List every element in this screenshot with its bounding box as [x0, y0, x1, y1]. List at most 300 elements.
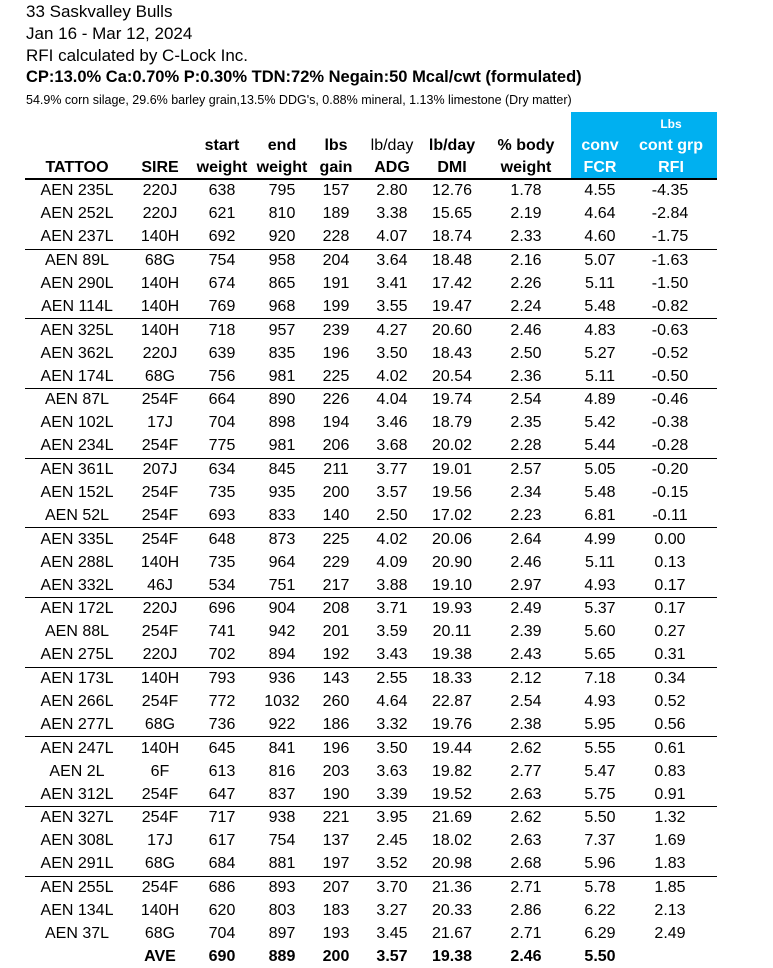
header-body: % body	[497, 137, 555, 154]
ave-start-weight: 690	[208, 947, 236, 965]
cell-pct-body-weight: 2.49	[481, 598, 571, 621]
cell-lbs-gain: 197	[322, 855, 350, 873]
cell-adg: 3.38	[376, 205, 408, 223]
cell-sire: 68G	[129, 249, 191, 272]
header-adg: ADG	[361, 156, 423, 179]
cell-end-weight: 936	[253, 667, 311, 690]
cell-dmi: 20.33	[431, 902, 473, 920]
cell-start-weight: 756	[208, 367, 236, 385]
cell-dmi: 20.02	[431, 437, 473, 455]
cell-adg: 2.45	[376, 832, 408, 850]
cell-end-weight: 754	[268, 832, 296, 850]
cell-lbs-gain: 137	[322, 832, 350, 850]
cell-end-weight: 935	[268, 484, 296, 502]
rfi-results-table	[25, 112, 717, 968]
table-row	[25, 713, 717, 736]
cell-adg: 3.32	[376, 715, 408, 733]
cell-fcr: 5.60	[584, 623, 616, 641]
cell-pct-body-weight: 2.16	[481, 249, 571, 272]
cell-tattoo: AEN 335L	[25, 528, 129, 551]
cell-dmi: 22.87	[431, 693, 473, 711]
cell-sire: 46J	[147, 576, 173, 594]
cell-lbs-gain: 239	[311, 319, 361, 342]
cell-pct-body-weight: 2.23	[510, 506, 542, 524]
cell-pct-body-weight: 2.54	[481, 389, 571, 412]
header-row-3	[25, 156, 717, 179]
cell-start-weight: 674	[208, 275, 236, 292]
cell-sire: 68G	[144, 367, 176, 385]
cell-start-weight: 634	[191, 458, 253, 481]
cell-adg: 3.55	[376, 297, 408, 315]
cell-start-weight: 718	[191, 319, 253, 342]
cell-sire: 220J	[142, 344, 178, 362]
cell-tattoo: AEN 266L	[40, 693, 114, 711]
cell-lbs-gain: 207	[311, 876, 361, 899]
cell-end-weight: 894	[268, 646, 296, 664]
cell-rfi: -0.20	[629, 458, 717, 481]
cell-tattoo: AEN 255L	[25, 876, 129, 899]
header-start-weight: weight	[191, 156, 253, 179]
table-row	[25, 319, 717, 342]
cell-sire: 68G	[144, 924, 176, 942]
cell-pct-body-weight: 2.68	[510, 855, 542, 873]
cell-sire: 140H	[140, 228, 180, 246]
cell-start-weight: 684	[208, 855, 236, 873]
cell-rfi: 0.13	[654, 553, 686, 571]
header-gain: gain	[311, 156, 361, 179]
cell-start-weight: 692	[208, 228, 236, 246]
cell-lbs-gain: 143	[311, 667, 361, 690]
header-row-2	[25, 134, 717, 156]
table-row	[25, 598, 717, 621]
cell-tattoo: AEN 52L	[44, 506, 110, 524]
cell-dmi: 19.52	[431, 785, 473, 803]
ave-rfi	[629, 945, 717, 968]
table-row	[25, 574, 717, 597]
cell-sire: 254F	[141, 437, 179, 455]
cell-adg: 3.95	[361, 807, 423, 830]
cell-lbs-gain: 217	[322, 576, 350, 594]
header-lbs-unit: Lbs	[629, 112, 717, 134]
cell-start-weight: 772	[208, 693, 236, 711]
cell-end-weight: 751	[268, 576, 296, 594]
table-row	[25, 342, 717, 365]
cell-sire: 140H	[140, 902, 180, 920]
table-row	[25, 528, 717, 551]
cell-end-weight: 890	[253, 389, 311, 412]
cell-sire: 254F	[129, 807, 191, 830]
table-row	[25, 783, 717, 806]
cell-rfi: 0.83	[654, 762, 686, 780]
cell-fcr: 5.75	[584, 785, 616, 803]
header-end-weight: weight	[253, 156, 311, 179]
header-row-1	[25, 112, 717, 134]
cell-adg: 3.43	[376, 646, 408, 664]
cell-start-weight: 735	[208, 484, 236, 502]
cell-lbs-gain: 189	[322, 205, 350, 223]
cell-dmi: 20.11	[432, 623, 472, 641]
cell-start-weight: 647	[208, 785, 236, 803]
cell-rfi: -1.75	[651, 228, 689, 246]
cell-fcr: 5.78	[571, 876, 629, 899]
table-row	[25, 807, 717, 830]
cell-pct-body-weight: 2.97	[510, 576, 542, 594]
table-row	[25, 389, 717, 412]
cell-tattoo: AEN 234L	[40, 437, 114, 455]
cell-dmi: 19.93	[423, 598, 481, 621]
cell-dmi: 17.02	[431, 506, 473, 524]
cell-pct-body-weight: 2.12	[481, 667, 571, 690]
ave-sire: AVE	[144, 947, 176, 965]
cell-fcr: 4.60	[584, 228, 616, 246]
header-body-weight: weight	[481, 156, 571, 179]
cell-rfi: 2.49	[654, 924, 686, 942]
cell-end-weight: 957	[253, 319, 311, 342]
cell-dmi: 12.76	[431, 182, 473, 200]
cell-tattoo: AEN 277L	[40, 715, 114, 733]
cell-lbs-gain: 196	[322, 344, 350, 362]
cell-end-weight: 810	[268, 205, 296, 223]
ave-tattoo	[25, 945, 129, 968]
cell-pct-body-weight: 2.62	[481, 807, 571, 830]
cell-tattoo: AEN 325L	[25, 319, 129, 342]
header-tattoo: TATTOO	[25, 156, 129, 179]
cell-adg: 3.50	[376, 344, 408, 362]
cell-lbs-gain: 183	[322, 902, 350, 920]
cell-tattoo: AEN 247L	[25, 737, 129, 760]
cell-end-weight: 938	[253, 807, 311, 830]
table-row	[25, 295, 717, 318]
cell-rfi: -0.52	[651, 344, 689, 362]
cell-end-weight: 904	[253, 598, 311, 621]
table-row	[25, 853, 717, 876]
cell-end-weight: 833	[268, 506, 296, 524]
cell-fcr: 5.11	[585, 275, 615, 292]
cell-sire: 17J	[147, 832, 173, 850]
cell-lbs-gain: 193	[322, 924, 350, 942]
cell-pct-body-weight: 2.71	[510, 924, 542, 942]
cell-dmi: 20.90	[431, 553, 473, 571]
cell-lbs-gain: 157	[322, 182, 350, 200]
cell-end-weight: 841	[253, 737, 311, 760]
cell-tattoo: AEN 288L	[40, 553, 114, 571]
cell-adg: 3.57	[376, 484, 408, 502]
cell-rfi: -4.35	[651, 182, 689, 200]
cell-adg: 4.02	[361, 528, 423, 551]
cell-end-weight: 898	[268, 414, 296, 432]
cell-pct-body-weight: 2.43	[510, 646, 542, 664]
cell-pct-body-weight: 2.57	[481, 458, 571, 481]
table-row	[25, 482, 717, 505]
cell-adg: 3.88	[376, 576, 408, 594]
cell-adg: 4.64	[376, 693, 408, 711]
cell-tattoo: AEN 172L	[25, 598, 129, 621]
cell-sire: 140H	[129, 319, 191, 342]
cell-rfi: 0.00	[629, 528, 717, 551]
average-row	[25, 945, 717, 968]
cell-pct-body-weight: 2.62	[481, 737, 571, 760]
cell-tattoo: AEN 2L	[49, 762, 105, 780]
cell-adg: 4.27	[361, 319, 423, 342]
table-body	[25, 179, 717, 968]
cell-lbs-gain: 203	[322, 762, 350, 780]
cell-fcr: 5.55	[571, 737, 629, 760]
cell-dmi: 19.38	[431, 646, 473, 664]
cell-start-weight: 696	[191, 598, 253, 621]
cell-rfi: 0.17	[629, 598, 717, 621]
cell-end-weight: 968	[268, 297, 296, 315]
cell-lbs-gain: 206	[322, 437, 350, 455]
cell-rfi: -0.15	[651, 484, 689, 502]
cell-rfi: -0.38	[651, 414, 689, 432]
table-row	[25, 621, 717, 644]
cell-pct-body-weight: 2.46	[481, 319, 571, 342]
cell-sire: 220J	[142, 205, 178, 223]
cell-sire: 140H	[140, 553, 180, 571]
cell-sire: 254F	[141, 506, 179, 524]
header-sire: SIRE	[129, 156, 191, 179]
cell-sire: 68G	[144, 855, 176, 873]
cell-tattoo: AEN 134L	[40, 902, 114, 920]
cell-fcr: 7.18	[571, 667, 629, 690]
cell-fcr: 6.29	[584, 924, 616, 942]
cell-tattoo: AEN 361L	[25, 458, 129, 481]
cell-start-weight: 664	[191, 389, 253, 412]
cell-fcr: 5.27	[584, 344, 616, 362]
cell-rfi: 0.56	[654, 715, 686, 733]
cell-rfi: 0.27	[654, 623, 686, 641]
cell-end-weight: 942	[268, 623, 296, 641]
table-row	[25, 504, 717, 527]
cell-lbs-gain: 228	[322, 228, 350, 246]
conv-header-cell	[571, 112, 629, 134]
cell-lbs-gain: 190	[322, 785, 350, 803]
header-rfi: RFI	[629, 156, 717, 179]
cell-fcr: 6.81	[584, 506, 616, 524]
table-row	[25, 830, 717, 853]
cell-adg: 3.39	[376, 785, 408, 803]
cell-fcr: 4.89	[571, 389, 629, 412]
cell-dmi: 19.74	[423, 389, 481, 412]
cell-dmi: 19.01	[423, 458, 481, 481]
cell-sire: 254F	[141, 785, 179, 803]
cell-fcr: 5.07	[571, 249, 629, 272]
cell-start-weight: 702	[208, 646, 236, 664]
cell-end-weight: 922	[268, 715, 296, 733]
cell-start-weight: 648	[191, 528, 253, 551]
cell-sire: 254F	[129, 876, 191, 899]
cell-adg: 3.50	[361, 737, 423, 760]
cell-dmi: 20.06	[423, 528, 481, 551]
cell-adg: 3.46	[376, 414, 408, 432]
cell-pct-body-weight: 2.39	[510, 623, 542, 641]
cell-rfi: 1.83	[654, 855, 686, 873]
cell-fcr: 5.47	[584, 762, 616, 780]
table-row	[25, 226, 717, 249]
cell-adg: 3.64	[361, 249, 423, 272]
cell-dmi: 19.56	[431, 484, 473, 502]
cell-fcr: 5.48	[584, 484, 616, 502]
cell-rfi: 0.31	[654, 646, 686, 664]
cell-start-weight: 638	[208, 182, 236, 200]
cell-end-weight: 835	[268, 344, 296, 362]
cell-end-weight: 873	[253, 528, 311, 551]
header-adg-unit: lb/day	[370, 137, 414, 154]
cell-lbs-gain: 225	[311, 528, 361, 551]
cell-lbs-gain: 201	[322, 623, 350, 641]
cell-rfi: 1.32	[629, 807, 717, 830]
cell-pct-body-weight: 1.78	[510, 182, 542, 200]
table-row	[25, 203, 717, 226]
cell-adg: 3.41	[376, 275, 408, 292]
cell-fcr: 4.93	[584, 576, 616, 594]
cell-rfi: -1.50	[651, 275, 689, 292]
ave-adg: 3.57	[376, 947, 408, 965]
cell-sire: 17J	[147, 414, 173, 432]
table-row	[25, 273, 717, 296]
cell-start-weight: 613	[208, 762, 236, 780]
cell-sire: 140H	[140, 275, 180, 292]
cell-start-weight: 534	[208, 576, 236, 594]
cell-adg: 3.59	[376, 623, 408, 641]
header-end: end	[267, 137, 297, 154]
table-row	[25, 551, 717, 574]
cell-start-weight: 793	[191, 667, 253, 690]
cell-pct-body-weight: 2.33	[510, 228, 542, 246]
cell-fcr: 5.48	[584, 297, 616, 315]
cell-lbs-gain: 226	[311, 389, 361, 412]
cell-dmi: 15.65	[431, 205, 473, 223]
cell-start-weight: 754	[191, 249, 253, 272]
cell-end-weight: 1032	[264, 693, 300, 711]
cell-end-weight: 920	[268, 228, 296, 246]
cell-start-weight: 620	[208, 902, 236, 920]
cell-lbs-gain: 260	[322, 693, 350, 711]
cell-sire: 220J	[142, 182, 178, 200]
cell-fcr: 7.37	[584, 832, 616, 850]
table-row	[25, 667, 717, 690]
cell-fcr: 5.44	[584, 437, 616, 455]
cell-end-weight: 816	[268, 762, 296, 780]
cell-sire: 140H	[140, 297, 180, 315]
cell-end-weight: 837	[268, 785, 296, 803]
cell-rfi: -0.63	[629, 319, 717, 342]
cell-rfi: -0.82	[651, 297, 689, 315]
cell-dmi: 19.10	[431, 576, 473, 594]
cell-sire: 254F	[141, 693, 179, 711]
cell-lbs-gain: 208	[311, 598, 361, 621]
cell-adg: 3.68	[376, 437, 408, 455]
cell-dmi: 18.02	[431, 832, 473, 850]
cell-sire: 220J	[129, 598, 191, 621]
cell-pct-body-weight: 2.54	[510, 693, 542, 711]
cell-adg: 3.71	[361, 598, 423, 621]
header-dmi-unit: lb/day	[428, 137, 476, 154]
cell-start-weight: 686	[191, 876, 253, 899]
cell-pct-body-weight: 2.38	[510, 715, 542, 733]
cell-start-weight: 704	[208, 924, 236, 942]
cell-tattoo: AEN 37L	[44, 924, 110, 942]
cell-adg: 3.27	[376, 902, 408, 920]
table-row	[25, 876, 717, 899]
cell-sire: 6F	[150, 762, 170, 780]
cell-tattoo: AEN 235L	[40, 182, 114, 200]
cell-lbs-gain: 200	[322, 484, 350, 502]
cell-start-weight: 717	[191, 807, 253, 830]
cell-rfi: -1.63	[629, 249, 717, 272]
cell-fcr: 4.64	[584, 205, 616, 223]
cell-sire: 254F	[129, 528, 191, 551]
cell-lbs-gain: 196	[311, 737, 361, 760]
cell-lbs-gain: 192	[322, 646, 350, 664]
cell-tattoo: AEN 275L	[40, 646, 114, 664]
cell-start-weight: 704	[208, 414, 236, 432]
cell-end-weight: 803	[268, 902, 296, 920]
cell-rfi: 0.17	[654, 576, 686, 594]
cell-dmi: 20.60	[423, 319, 481, 342]
cell-sire: 254F	[141, 623, 179, 641]
cell-end-weight: 897	[268, 924, 296, 942]
ave-fcr: 5.50	[584, 947, 616, 965]
cell-dmi: 20.98	[431, 855, 473, 873]
cell-start-weight: 741	[208, 623, 236, 641]
cell-adg: 2.55	[361, 667, 423, 690]
cell-rfi: 0.91	[654, 785, 686, 803]
header-fcr: FCR	[571, 156, 629, 179]
table-row	[25, 760, 717, 783]
cell-tattoo: AEN 152L	[40, 484, 114, 502]
ave-pct-body-weight: 2.46	[510, 947, 542, 965]
cell-tattoo: AEN 88L	[44, 623, 110, 641]
cell-fcr: 5.65	[584, 646, 616, 664]
table-row	[25, 900, 717, 923]
cell-dmi: 21.36	[423, 876, 481, 899]
ave-end-weight: 889	[268, 947, 296, 965]
cell-fcr: 4.83	[571, 319, 629, 342]
cell-adg: 4.04	[361, 389, 423, 412]
cell-dmi: 19.76	[431, 715, 473, 733]
cell-lbs-gain: 229	[322, 553, 350, 571]
cell-pct-body-weight: 2.35	[510, 414, 542, 432]
cell-adg: 3.63	[376, 762, 408, 780]
cell-pct-body-weight: 2.36	[510, 367, 542, 385]
table-row	[25, 412, 717, 435]
cell-end-weight: 981	[268, 367, 296, 385]
cell-dmi: 18.33	[423, 667, 481, 690]
cell-adg: 4.09	[376, 553, 408, 571]
table-row	[25, 435, 717, 458]
cell-tattoo: AEN 332L	[40, 576, 114, 594]
cell-tattoo: AEN 87L	[25, 389, 129, 412]
cell-start-weight: 769	[208, 297, 236, 315]
cell-end-weight: 845	[253, 458, 311, 481]
cell-lbs-gain: 225	[322, 367, 350, 385]
cell-rfi: 1.69	[654, 832, 686, 850]
cell-dmi: 18.48	[423, 249, 481, 272]
table-row	[25, 458, 717, 481]
cell-end-weight: 893	[253, 876, 311, 899]
cell-pct-body-weight: 2.64	[481, 528, 571, 551]
cell-lbs-gain: 199	[322, 297, 350, 315]
cell-rfi: -0.28	[651, 437, 689, 455]
cell-sire: 68G	[144, 715, 176, 733]
cell-fcr: 4.55	[584, 182, 616, 200]
table-row	[25, 737, 717, 760]
cell-tattoo: AEN 237L	[40, 228, 114, 246]
cell-dmi: 19.44	[423, 737, 481, 760]
cell-rfi: 0.61	[629, 737, 717, 760]
cell-start-weight: 621	[208, 205, 236, 223]
